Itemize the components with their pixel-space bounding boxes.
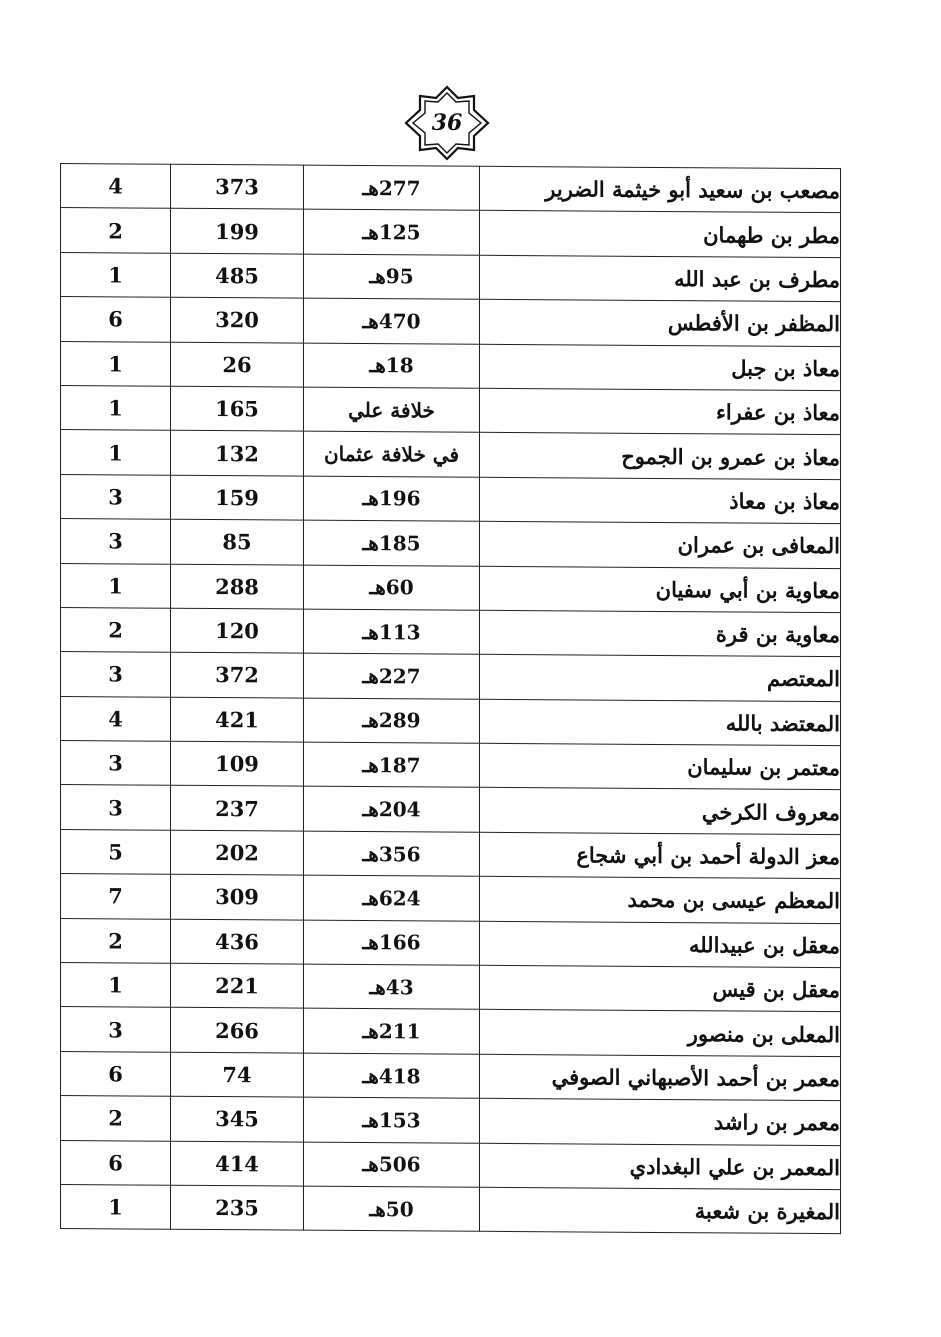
death-year-cell: 624هـ — [304, 875, 480, 921]
count-cell: 1 — [61, 252, 171, 297]
table-row — [61, 1051, 841, 1101]
death-year-cell: 187هـ — [304, 742, 480, 788]
death-year-cell: 113هـ — [304, 609, 480, 655]
name-cell: معقل بن قيس — [480, 965, 841, 1012]
name-cell: المعظم عيسى بن محمد — [480, 877, 841, 924]
name-cell: معمر بن راشد — [480, 1098, 841, 1145]
name-cell: معاذ بن جبل — [480, 344, 841, 391]
death-year-cell: 418هـ — [304, 1053, 480, 1099]
count-cell: 5 — [61, 829, 171, 874]
table-row — [61, 563, 841, 613]
name-cell: مطر بن طهمان — [480, 211, 841, 258]
count-cell: 1 — [61, 430, 171, 475]
page-cell: 235 — [171, 1185, 304, 1230]
count-cell: 1 — [61, 563, 171, 608]
name-cell: مصعب بن سعيد أبو خيثمة الضرير — [480, 166, 841, 213]
page-cell: 120 — [171, 608, 304, 653]
count-cell: 3 — [61, 741, 171, 786]
table-row — [61, 1140, 841, 1190]
count-cell: 6 — [61, 1051, 171, 1096]
death-year-cell: 356هـ — [304, 831, 480, 877]
index-table — [60, 163, 841, 1235]
table-row — [61, 341, 841, 391]
count-cell: 1 — [61, 1184, 171, 1229]
table-row — [61, 741, 841, 791]
name-cell: المعتضد بالله — [480, 699, 841, 746]
name-cell: المعمر بن علي البغدادي — [480, 1143, 841, 1190]
name-cell: مطرف بن عبد الله — [480, 255, 841, 302]
table-row — [61, 1007, 841, 1057]
page-cell: 165 — [171, 386, 304, 431]
death-year-cell: 166هـ — [304, 920, 480, 966]
death-year-cell: 506هـ — [304, 1142, 480, 1188]
table-row — [61, 519, 841, 569]
death-year-cell: 43هـ — [304, 964, 480, 1010]
page-cell: 414 — [171, 1141, 304, 1186]
page-cell: 320 — [171, 297, 304, 342]
table-row — [61, 918, 841, 968]
name-cell: المظفر بن الأفطس — [480, 299, 841, 346]
page-cell: 159 — [171, 475, 304, 520]
page-cell: 109 — [171, 741, 304, 786]
count-cell: 6 — [61, 297, 171, 342]
count-cell: 7 — [61, 874, 171, 919]
name-cell: معاذ بن عفراء — [480, 388, 841, 435]
page-cell: 85 — [171, 519, 304, 564]
death-year-cell: 289هـ — [304, 698, 480, 744]
count-cell: 4 — [61, 696, 171, 741]
death-year-cell: في خلافة عثمان — [304, 431, 480, 477]
count-cell: 3 — [61, 785, 171, 830]
page-cell: 199 — [171, 209, 304, 254]
page-number: 36 — [431, 110, 463, 136]
name-cell: معاوية بن قرة — [480, 610, 841, 657]
count-cell: 3 — [61, 474, 171, 519]
name-cell: معز الدولة أحمد بن أبي شجاع — [480, 832, 841, 879]
count-cell: 3 — [61, 1007, 171, 1052]
table-row — [61, 963, 841, 1013]
page-cell: 421 — [171, 697, 304, 742]
death-year-cell: 227هـ — [304, 653, 480, 699]
table-row — [61, 874, 841, 924]
table-row — [61, 607, 841, 657]
death-year-cell: 18هـ — [304, 343, 480, 389]
death-year-cell: 185هـ — [304, 520, 480, 566]
table-row — [61, 164, 841, 214]
count-cell: 2 — [61, 607, 171, 652]
death-year-cell: 60هـ — [304, 565, 480, 611]
count-cell: 4 — [61, 164, 171, 209]
name-cell: المعتصم — [480, 655, 841, 702]
page-cell: 309 — [171, 874, 304, 919]
death-year-cell: 153هـ — [304, 1097, 480, 1143]
death-year-cell: 125هـ — [304, 210, 480, 256]
table-row — [61, 652, 841, 702]
name-cell: معمر بن أحمد الأصبهاني الصوفي — [480, 1054, 841, 1101]
count-cell: 1 — [61, 385, 171, 430]
count-cell: 1 — [61, 963, 171, 1008]
page-cell: 202 — [171, 830, 304, 875]
death-year-cell: خلافة علي — [304, 387, 480, 433]
table-row — [61, 829, 841, 879]
table-row — [61, 252, 841, 302]
count-cell: 2 — [61, 208, 171, 253]
count-cell: 2 — [61, 918, 171, 963]
death-year-cell: 470هـ — [304, 298, 480, 344]
name-cell: المعلى بن منصور — [480, 1010, 841, 1057]
table-row — [61, 1184, 841, 1234]
table-row — [61, 297, 841, 347]
page-cell: 26 — [171, 342, 304, 387]
index-table-body — [61, 164, 841, 1235]
page-cell: 221 — [171, 963, 304, 1008]
death-year-cell: 277هـ — [304, 165, 480, 211]
table-row — [61, 785, 841, 835]
page-cell: 132 — [171, 431, 304, 476]
page-number-ornament — [404, 85, 490, 161]
index-table-wrapper — [60, 163, 840, 1235]
name-cell: معروف الكرخي — [480, 788, 841, 835]
count-cell: 6 — [61, 1140, 171, 1185]
page-cell: 74 — [171, 1052, 304, 1097]
page-cell: 372 — [171, 653, 304, 698]
name-cell: معاذ بن عمرو بن الجموح — [480, 433, 841, 480]
name-cell: المغيرة بن شعبة — [480, 1187, 841, 1234]
count-cell: 2 — [61, 1096, 171, 1141]
death-year-cell: 211هـ — [304, 1009, 480, 1055]
name-cell: معاوية بن أبي سفيان — [480, 566, 841, 613]
table-row — [61, 385, 841, 435]
name-cell: المعافى بن عمران — [480, 521, 841, 568]
name-cell: معاذ بن معاذ — [480, 477, 841, 524]
page-cell: 288 — [171, 564, 304, 609]
count-cell: 1 — [61, 341, 171, 386]
page-cell: 266 — [171, 1008, 304, 1053]
name-cell: معتمر بن سليمان — [480, 743, 841, 790]
page-cell: 373 — [171, 164, 304, 209]
death-year-cell: 50هـ — [304, 1186, 480, 1232]
page-cell: 237 — [171, 786, 304, 831]
table-row — [61, 696, 841, 746]
count-cell: 3 — [61, 519, 171, 564]
table-row — [61, 430, 841, 480]
count-cell: 3 — [61, 652, 171, 697]
table-row — [61, 1096, 841, 1146]
table-row — [61, 474, 841, 524]
page-cell: 345 — [171, 1096, 304, 1141]
page-cell: 436 — [171, 919, 304, 964]
death-year-cell: 204هـ — [304, 787, 480, 833]
table-row — [61, 208, 841, 258]
page-cell: 485 — [171, 253, 304, 298]
death-year-cell: 95هـ — [304, 254, 480, 300]
name-cell: معقل بن عبيدالله — [480, 921, 841, 968]
death-year-cell: 196هـ — [304, 476, 480, 522]
